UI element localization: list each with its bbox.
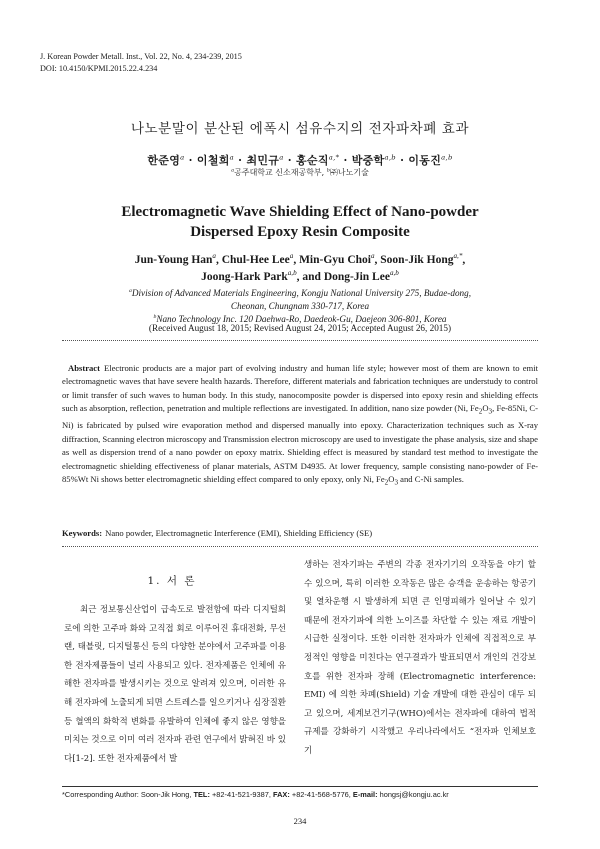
body-right-column: 생하는 전자기파는 주변의 각종 전자기기의 오작동을 야기 할 수 있으며, 특히 이러한 오작동은 많은 승객을 운송하는 항공기 및 열차운행 시 발생하게 되면 큰 인명피해가 일어날 수 있기 때문에 전자기파에 의한 노이즈를 차단할 수 있는 재료 개발이 시급한 실정이다. 또한 이러한 전자파가 인체에 직접적으로 부정적인 영향을 미친다는 연구결과가 발표되면서 개인의 건강보호를 위한 전자파 장해 (Electromagnetic interference: EMI) 에 의한 차폐(Shield) 기술 개발에 대한 관심이 대두 되고 있으며, 세계보건기구(WHO)에서는 전자파에 대하여 법적 규제를 강화하기 시작했고 우리나라에서도 “전자파 인체보호 기 (304, 560, 536, 756)
fax-label: FAX: (272, 790, 290, 799)
affiliation-marker: a (212, 252, 216, 261)
english-title-line-1: Electromagnetic Wave Shielding Effect of Nano-powder (121, 204, 479, 220)
author-separator: , (215, 254, 222, 266)
affiliation-marker: a,b (389, 269, 399, 278)
english-authors-line-2 (0, 269, 600, 286)
korean-title: 나노분말이 분산된 에폭시 섬유수지의 전자파차폐 효과 (130, 121, 470, 137)
affil-a-marker: a (128, 287, 132, 294)
affiliation-marker: a (229, 153, 235, 162)
abstract-text-o: O (482, 403, 489, 414)
subscript: 3 (488, 407, 493, 416)
author-separator: , (293, 254, 300, 266)
english-affiliation (0, 287, 600, 326)
abstract-label: Abstract (68, 363, 100, 373)
affiliation-marker: a (279, 153, 284, 162)
english-author-name: Dong-Jin Lee (323, 271, 390, 283)
affiliation-marker: a,* (453, 252, 463, 261)
keywords-label: Keywords: (62, 528, 103, 538)
subscript: 2 (478, 407, 483, 416)
divider-dotted-bottom (62, 546, 538, 547)
english-author-name: Joong-Hark Park (201, 271, 288, 283)
tel-label: TEL: (193, 790, 210, 799)
affil-b-text: ㈜나노기술 (329, 168, 369, 177)
english-authors (0, 252, 600, 286)
tel-value: +82-41-521-9387, (209, 790, 273, 799)
affil-b-marker: b (326, 167, 330, 174)
author-separator: , and (296, 271, 324, 283)
affil-a-text: 공주대학교 신소재공학부, (234, 168, 327, 177)
abstract (62, 362, 538, 490)
korean-author-name: 이동진 (408, 154, 442, 167)
email-link[interactable]: hongsj@kongju.ac.kr (377, 790, 449, 799)
english-authors-line-1 (0, 252, 600, 269)
body-left-column: 최근 정보통신산업이 급속도로 발전함에 따라 디지털회로에 의한 고주파 화와 고직접 회로 이루어진 휴대전화, 무선랜, 태블릿, 디지털통신 등의 다양한 분야에서 고주파를 이용한 전자제품들이 널리 사용되고 있다. 전자제품은 인체에 유해한 전자파를 발생시키는 것으로 알려져 있으며, 이러한 유해 전자파에 노출되게 되면 스트레스를 일으키거나 심장질환 등 혈액의 화학적 변화를 유발하여 인체에 좋지 않은 영향을 미치는 것으로 이미 여러 전자파 관련 연구에서 밝혀진 바 있다[1-2]. 또한 전자제품에서 발 (64, 605, 286, 764)
section-heading-introduction: 1. 서 론 (147, 575, 197, 587)
english-author-name: Soon-Jik Hong (380, 254, 454, 266)
affiliation-marker: a (289, 252, 294, 261)
affil-a-text: Division of Advanced Materials Engineering, Kongju National University 275, Budae-dong, (131, 288, 472, 298)
affiliation-marker: a,b (384, 153, 396, 162)
author-separator: , (462, 254, 466, 266)
english-author-name: Min-Gyu Choi (299, 254, 371, 266)
affil-a-marker: a (231, 167, 235, 174)
korean-author-name: 한준영 (147, 154, 181, 167)
keywords-text: Nano powder, Electromagnetic Interference (EMI), Shielding Efficiency (SE) (105, 528, 373, 538)
abstract-text-3: and C-Ni samples. (398, 473, 464, 484)
english-author-name: Jun-Young Han (134, 254, 213, 266)
journal-header (40, 51, 242, 75)
author-separator: , (374, 254, 381, 266)
korean-author-name: 박중학 (351, 154, 385, 167)
korean-author-name: 이철희 (196, 154, 230, 167)
author-separator: · (283, 154, 296, 167)
affiliation-marker: a,b (287, 269, 297, 278)
doi: DOI: 10.4150/KPMI.2015.22.4.234 (40, 64, 158, 73)
english-title (0, 202, 600, 242)
footnote-name: Soon-Jik Hong, (138, 790, 194, 799)
keywords (62, 528, 538, 538)
affiliation-marker: a (370, 252, 375, 261)
footnote-rule (62, 786, 538, 787)
korean-author-name: 홍순직 (295, 154, 329, 167)
email-label: E-mail: (352, 790, 378, 799)
subscript: 3 (394, 478, 399, 487)
korean-author-name: 최민규 (246, 154, 280, 167)
author-separator: · (184, 154, 197, 167)
affil-b-text: Nano Technology Inc. 120 Daehwa-Ro, Daedeok-Gu, Daejeon 306-801, Korea (156, 314, 447, 324)
korean-authors (0, 152, 600, 168)
english-affil-a-line-2: Cheonan, Chungnam 330-717, Korea (230, 301, 370, 311)
abstract-text-o: O (388, 473, 395, 484)
author-separator: · (339, 154, 352, 167)
divider-dotted-top (62, 340, 538, 341)
author-separator: · (395, 154, 409, 167)
english-author-name: Chul-Hee Lee (221, 254, 290, 266)
abstract-text-1: Electronic products are a major part of evolving industry and human life style; however most of them are known to emit electromagnetic waves that have severe health hazards. Therefore, different materials and fabrication techniques are understudy to control or limit transfer of such waves to human body. In this study, nanocomposite powder is dispersed into epoxy resin and shielding effects such as absorption, reflection, penetration and multiple reflections are investigated. In addition, nano size powder (Ni, Fe (62, 363, 538, 414)
affiliation-marker: a,* (328, 153, 340, 162)
author-separator: · (234, 154, 247, 167)
affiliation-marker: a,b (441, 153, 453, 162)
received-dates: (Received August 18, 2015; Revised August 24, 2015; Accepted August 26, 2015) (148, 323, 452, 333)
page-number: 234 (293, 816, 307, 826)
subscript: 2 (384, 478, 389, 487)
english-affil-a-line-1 (0, 287, 600, 300)
abstract-text-2: , Fe-85Ni, C-Ni) is fabricated by pulsed wire evaporation method and dispersed manually into epoxy. Characterization techniques such as X-ray diffraction, Scanning electron microscopy and Transmission electron microscopy are used to investigate the phase analysis, size and shape as well as dispersion trend of a nano powder on epoxy matrix. Shielding effect is measured by standard test method to investigate the electromagnetic shielding effectiveness of planar materials, ASTM D4935. At lower frequency, sample consisting nano-powder of Fe-85%Wt Ni shows better electromagnetic shielding effect compared to only epoxy, only Ni, Fe (62, 403, 538, 484)
journal-citation: J. Korean Powder Metall. Inst., Vol. 22, No. 4, 234-239, 2015 (40, 52, 242, 61)
footnote-label: *Corresponding Author: (62, 790, 139, 799)
affiliation-marker: a (180, 153, 185, 162)
affil-b-marker: b (153, 313, 157, 320)
korean-affiliation (0, 167, 600, 178)
english-title-line-2: Dispersed Epoxy Resin Composite (190, 224, 410, 240)
fax-value: +82-41-568-5776, (289, 790, 353, 799)
corresponding-author-footnote (62, 790, 449, 799)
